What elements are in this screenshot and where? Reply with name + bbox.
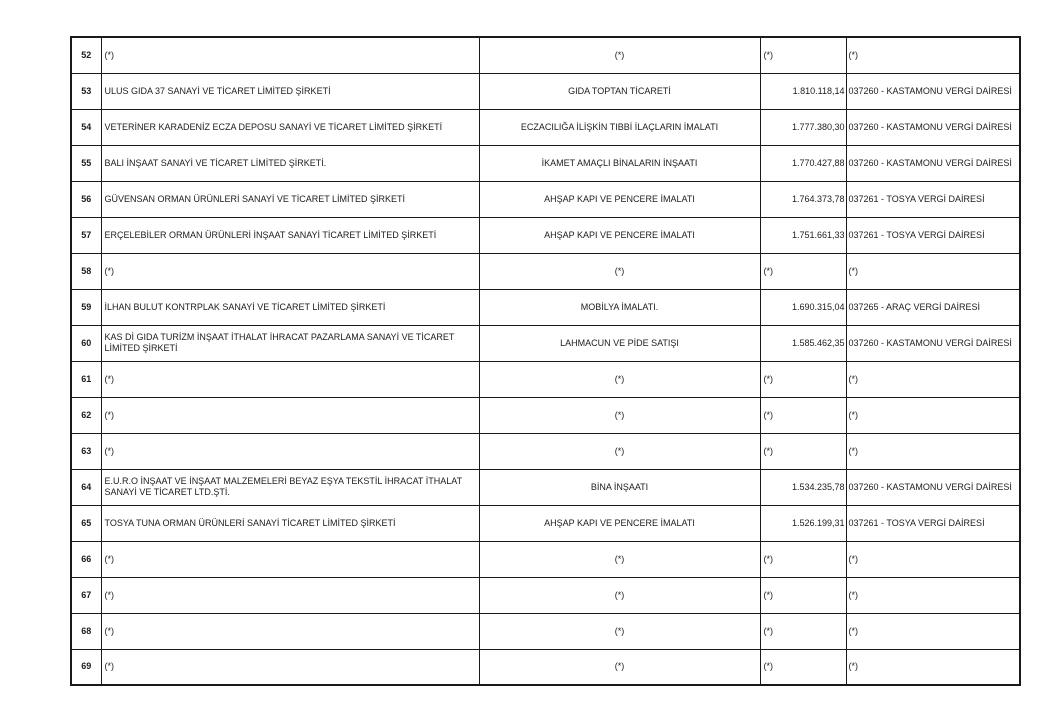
activity-cell: (*) bbox=[479, 37, 760, 73]
company-cell: (*) bbox=[101, 433, 479, 469]
company-cell: (*) bbox=[101, 37, 479, 73]
tax-office-cell: (*) bbox=[846, 649, 1020, 685]
activity-cell: MOBİLYA İMALATI. bbox=[479, 289, 760, 325]
tax-office-cell: 037260 - KASTAMONU VERGİ DAİRESİ bbox=[846, 73, 1020, 109]
amount-cell: 1.810.118,14 bbox=[760, 73, 846, 109]
row-number-cell: 60 bbox=[71, 325, 101, 361]
tax-office-cell: (*) bbox=[846, 577, 1020, 613]
tax-office-cell: 037260 - KASTAMONU VERGİ DAİRESİ bbox=[846, 325, 1020, 361]
amount-cell: (*) bbox=[760, 361, 846, 397]
activity-cell: (*) bbox=[479, 433, 760, 469]
table-row bbox=[71, 577, 1020, 613]
tax-office-cell: (*) bbox=[846, 253, 1020, 289]
table-row bbox=[71, 37, 1020, 73]
tax-office-cell: (*) bbox=[846, 613, 1020, 649]
amount-cell: 1.777.380,30 bbox=[760, 109, 846, 145]
amount-cell: (*) bbox=[760, 397, 846, 433]
row-number-cell: 68 bbox=[71, 613, 101, 649]
company-cell: GÜVENSAN ORMAN ÜRÜNLERİ SANAYİ VE TİCARET LİMİTED ŞİRKETİ bbox=[101, 181, 479, 217]
activity-cell: (*) bbox=[479, 397, 760, 433]
table-row bbox=[71, 361, 1020, 397]
activity-cell: AHŞAP KAPI VE PENCERE İMALATI bbox=[479, 217, 760, 253]
activity-cell: BİNA İNŞAATI bbox=[479, 469, 760, 505]
tax-office-cell: 037265 - ARAÇ VERGİ DAİRESİ bbox=[846, 289, 1020, 325]
tax-office-cell: 037261 - TOSYA VERGİ DAİRESİ bbox=[846, 217, 1020, 253]
activity-cell: (*) bbox=[479, 577, 760, 613]
amount-cell: 1.764.373,78 bbox=[760, 181, 846, 217]
row-number-cell: 66 bbox=[71, 541, 101, 577]
tax-office-cell: (*) bbox=[846, 37, 1020, 73]
row-number-cell: 62 bbox=[71, 397, 101, 433]
company-cell: (*) bbox=[101, 541, 479, 577]
tax-office-cell: 037260 - KASTAMONU VERGİ DAİRESİ bbox=[846, 469, 1020, 505]
tax-office-cell: 037260 - KASTAMONU VERGİ DAİRESİ bbox=[846, 145, 1020, 181]
table-row bbox=[71, 541, 1020, 577]
table-row bbox=[71, 469, 1020, 505]
row-number-cell: 64 bbox=[71, 469, 101, 505]
row-number-cell: 65 bbox=[71, 505, 101, 541]
table-row bbox=[71, 505, 1020, 541]
row-number-cell: 57 bbox=[71, 217, 101, 253]
activity-cell: (*) bbox=[479, 649, 760, 685]
amount-cell: 1.770.427,88 bbox=[760, 145, 846, 181]
company-cell: (*) bbox=[101, 649, 479, 685]
row-number-cell: 53 bbox=[71, 73, 101, 109]
amount-cell: (*) bbox=[760, 253, 846, 289]
company-cell: (*) bbox=[101, 361, 479, 397]
company-cell: (*) bbox=[101, 577, 479, 613]
activity-cell: AHŞAP KAPI VE PENCERE İMALATI bbox=[479, 505, 760, 541]
table-row bbox=[71, 145, 1020, 181]
amount-cell: (*) bbox=[760, 433, 846, 469]
activity-cell: AHŞAP KAPI VE PENCERE İMALATI bbox=[479, 181, 760, 217]
company-cell: (*) bbox=[101, 253, 479, 289]
activity-cell: (*) bbox=[479, 541, 760, 577]
amount-cell: (*) bbox=[760, 613, 846, 649]
amount-cell: 1.526.199,31 bbox=[760, 505, 846, 541]
company-list-table bbox=[70, 36, 1021, 686]
row-number-cell: 63 bbox=[71, 433, 101, 469]
amount-cell: (*) bbox=[760, 541, 846, 577]
table-row bbox=[71, 253, 1020, 289]
table-row bbox=[71, 73, 1020, 109]
company-cell: VETERİNER KARADENİZ ECZA DEPOSU SANAYİ VE TİCARET LİMİTED ŞİRKETİ bbox=[101, 109, 479, 145]
row-number-cell: 67 bbox=[71, 577, 101, 613]
tax-office-cell: 037261 - TOSYA VERGİ DAİRESİ bbox=[846, 505, 1020, 541]
activity-cell: GIDA TOPTAN TİCARETİ bbox=[479, 73, 760, 109]
table-row bbox=[71, 325, 1020, 361]
table-body bbox=[71, 37, 1020, 685]
table-row bbox=[71, 649, 1020, 685]
row-number-cell: 69 bbox=[71, 649, 101, 685]
row-number-cell: 55 bbox=[71, 145, 101, 181]
company-cell: (*) bbox=[101, 397, 479, 433]
company-cell: İLHAN BULUT KONTRPLAK SANAYİ VE TİCARET LİMİTED ŞİRKETİ bbox=[101, 289, 479, 325]
table-row bbox=[71, 217, 1020, 253]
table-row bbox=[71, 109, 1020, 145]
row-number-cell: 59 bbox=[71, 289, 101, 325]
table-row bbox=[71, 613, 1020, 649]
amount-cell: 1.585.462,35 bbox=[760, 325, 846, 361]
activity-cell: (*) bbox=[479, 613, 760, 649]
row-number-cell: 58 bbox=[71, 253, 101, 289]
row-number-cell: 61 bbox=[71, 361, 101, 397]
activity-cell: (*) bbox=[479, 253, 760, 289]
row-number-cell: 52 bbox=[71, 37, 101, 73]
tax-office-cell: 037261 - TOSYA VERGİ DAİRESİ bbox=[846, 181, 1020, 217]
activity-cell: LAHMACUN VE PİDE SATIŞI bbox=[479, 325, 760, 361]
amount-cell: (*) bbox=[760, 37, 846, 73]
tax-office-cell: (*) bbox=[846, 361, 1020, 397]
table-row bbox=[71, 289, 1020, 325]
company-cell: TOSYA TUNA ORMAN ÜRÜNLERİ SANAYİ TİCARET LİMİTED ŞİRKETİ bbox=[101, 505, 479, 541]
amount-cell: (*) bbox=[760, 577, 846, 613]
amount-cell: 1.534.235,78 bbox=[760, 469, 846, 505]
company-cell: BALI İNŞAAT SANAYİ VE TİCARET LİMİTED ŞİRKETİ. bbox=[101, 145, 479, 181]
activity-cell: (*) bbox=[479, 361, 760, 397]
table-row bbox=[71, 433, 1020, 469]
row-number-cell: 54 bbox=[71, 109, 101, 145]
amount-cell: 1.751.661,33 bbox=[760, 217, 846, 253]
activity-cell: İKAMET AMAÇLI BİNALARIN İNŞAATI bbox=[479, 145, 760, 181]
tax-office-cell: (*) bbox=[846, 433, 1020, 469]
table-row bbox=[71, 397, 1020, 433]
activity-cell: ECZACILIĞA İLİŞKİN TIBBİ İLAÇLARIN İMALATI bbox=[479, 109, 760, 145]
company-cell: KAS Dİ GIDA TURİZM İNŞAAT İTHALAT İHRACAT PAZARLAMA SANAYİ VE TİCARET LİMİTED ŞİRKETİ bbox=[101, 325, 479, 361]
table-row bbox=[71, 181, 1020, 217]
row-number-cell: 56 bbox=[71, 181, 101, 217]
company-cell: E.U.R.O İNŞAAT VE İNŞAAT MALZEMELERİ BEYAZ EŞYA TEKSTİL İHRACAT İTHALAT SANAYİ VE TİCARET LTD.ŞTİ. bbox=[101, 469, 479, 505]
tax-office-cell: (*) bbox=[846, 541, 1020, 577]
amount-cell: 1.690.315,04 bbox=[760, 289, 846, 325]
company-cell: ULUS GIDA 37 SANAYİ VE TİCARET LİMİTED ŞİRKETİ bbox=[101, 73, 479, 109]
amount-cell: (*) bbox=[760, 649, 846, 685]
company-cell: ERÇELEBİLER ORMAN ÜRÜNLERİ İNŞAAT SANAYİ TİCARET LİMİTED ŞİRKETİ bbox=[101, 217, 479, 253]
company-cell: (*) bbox=[101, 613, 479, 649]
tax-office-cell: (*) bbox=[846, 397, 1020, 433]
tax-office-cell: 037260 - KASTAMONU VERGİ DAİRESİ bbox=[846, 109, 1020, 145]
